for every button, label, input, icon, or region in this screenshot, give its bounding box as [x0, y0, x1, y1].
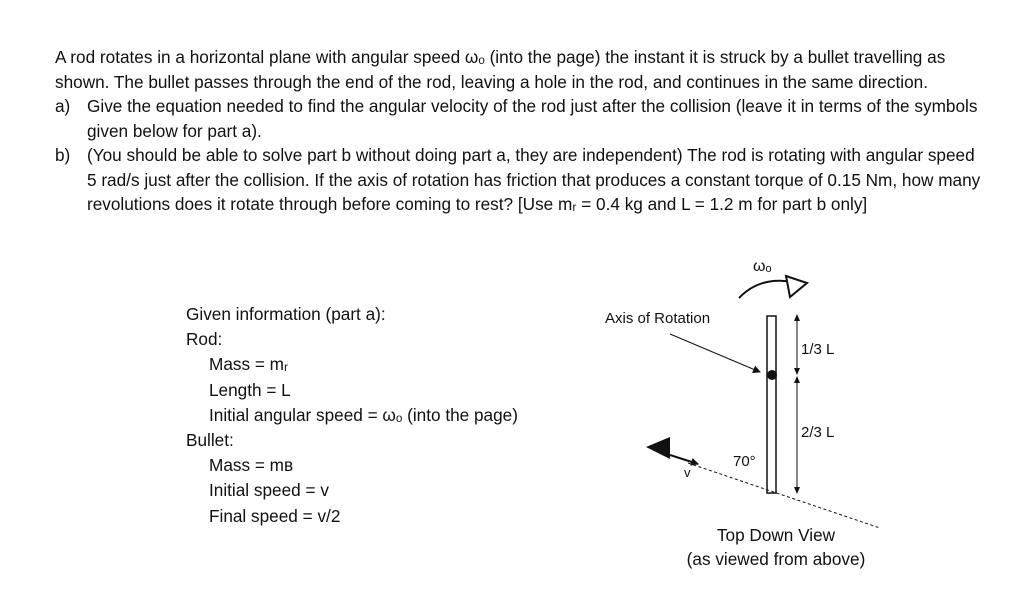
figure-caption: [660, 523, 892, 571]
rod-mass: Mass = mᵣ: [209, 354, 289, 375]
lower-dim-arrowhead-bottom: [794, 487, 800, 494]
bullet-icon: [646, 437, 670, 459]
rod-initial-speed: Initial angular speed = ωₒ (into the page): [209, 404, 518, 425]
bullet-mass: Mass = mʙ: [209, 455, 294, 476]
problem-intro: A rod rotates in a horizontal plane with angular speed ωₒ (into the page) the instant it is struck by a bullet travelling as shown. The bullet passes through the end of the rod, leaving a hole in the rod, and continues in the same direction.: [55, 47, 946, 92]
rod-length: Length = L: [209, 379, 291, 400]
part-b-text: (You should be able to solve part b without doing part a, they are independent) The rod is rotating with angular speed 5 rad/s just after the collision. If the axis of rotation has friction that produces a constant torque of 0.15 Nm, how many revolutions does it rotate through before coming to rest? [Use mᵣ = 0.4 kg and L = 1.2 m for part b only]: [87, 145, 981, 214]
axis-of-rotation-label: Axis of Rotation: [605, 310, 711, 327]
upper-dim-arrowhead-bottom: [794, 368, 800, 375]
velocity-label: v: [684, 465, 691, 480]
rotation-arrowhead-icon: [786, 276, 807, 297]
bullet-initial-speed: Initial speed = v: [209, 480, 329, 501]
given-heading: Given information (part a):: [186, 304, 386, 324]
rod: [767, 316, 776, 493]
bullet-heading: Bullet:: [186, 430, 234, 451]
upper-length-label: 1/3 L: [801, 341, 835, 358]
angle-label: 70°: [733, 453, 756, 470]
bullet-velocity-arrow: [670, 455, 698, 464]
bullet-final-speed: Final speed = v/2: [209, 505, 341, 526]
part-a-text: Give the equation needed to find the angular velocity of the rod just after the collision (leave it in terms of the symbols given below for part a).: [87, 96, 978, 141]
caption-subtitle: (as viewed from above): [686, 549, 866, 569]
omega-label: ωₒ: [753, 258, 772, 275]
axis-pointer-line: [670, 334, 760, 372]
rod-heading: Rod:: [186, 329, 223, 350]
lower-dim-arrowhead-top: [794, 376, 800, 383]
bullet-path-line: [688, 463, 880, 528]
rotation-arrow-icon: [739, 281, 793, 298]
upper-dim-arrowhead-top: [794, 314, 800, 321]
part-a-label: a): [55, 96, 71, 116]
axis-pivot: [767, 370, 777, 380]
caption-title: Top Down View: [716, 525, 836, 545]
lower-length-label: 2/3 L: [801, 424, 835, 441]
part-b-label: b): [55, 145, 71, 165]
